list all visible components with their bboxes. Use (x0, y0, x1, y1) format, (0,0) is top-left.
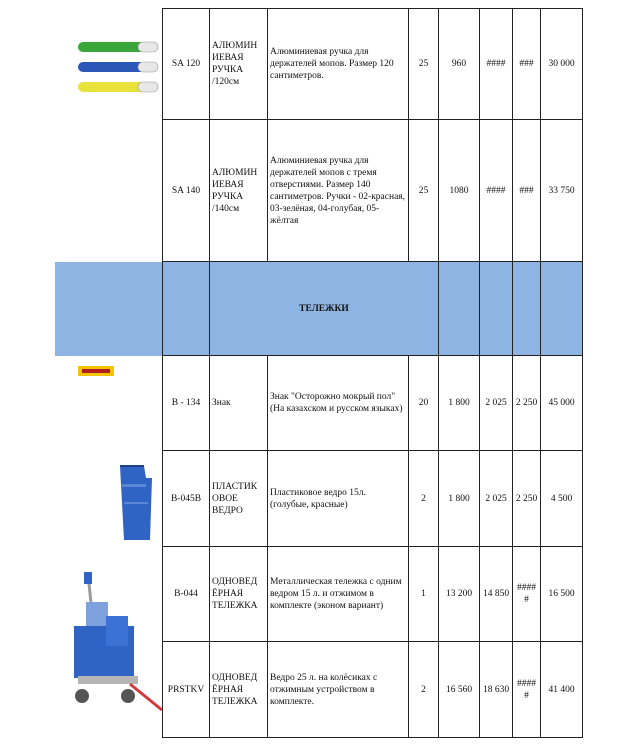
product-quantity: 25 (409, 9, 439, 120)
section-cell (513, 262, 541, 356)
product-total: 16 500 (541, 547, 583, 642)
product-price: 960 (439, 9, 480, 120)
product-total: 4 500 (541, 451, 583, 547)
product-col6: 2 025 (480, 356, 513, 451)
product-description: Алюминиевая ручка для держателей мопов с тремя отверстиями. Размер 140 сантиметров. Ручки - 02-красная, 03-зелёная, 04-голубая, 05-жёлтая (268, 120, 409, 262)
section-cell (439, 262, 480, 356)
product-description: Алюминиевая ручка для держателей мопов. Размер 120 сантиметров. (268, 9, 409, 120)
product-description: Ведро 25 л. на колёсиках с отжимным устройством в комплекте. (268, 642, 409, 738)
product-col7: 2 250 (513, 451, 541, 547)
price-table (162, 8, 583, 738)
product-code: SA 140 (163, 120, 210, 262)
table-row (163, 9, 583, 120)
product-name: ОДНОВЕД ЁРНАЯ ТЕЛЕЖКА (210, 642, 268, 738)
section-cell (541, 262, 583, 356)
product-col7: ### (513, 9, 541, 120)
section-cell (480, 262, 513, 356)
product-col6: #### (480, 9, 513, 120)
product-price: 1 800 (439, 356, 480, 451)
product-price: 1080 (439, 120, 480, 262)
section-row (163, 262, 583, 356)
product-col7: ### (513, 120, 541, 262)
product-col7: ##### (513, 547, 541, 642)
product-col7: 2 250 (513, 356, 541, 451)
product-code: B-044 (163, 547, 210, 642)
plastic-bucket-image (116, 462, 156, 546)
product-price: 13 200 (439, 547, 480, 642)
product-quantity: 20 (409, 356, 439, 451)
product-description: Металлическая тележка с одним ведром 15 л. и отжимом в комплекте (эконом вариант) (268, 547, 409, 642)
product-col7: ##### (513, 642, 541, 738)
product-quantity: 1 (409, 547, 439, 642)
product-col6: 18 630 (480, 642, 513, 738)
product-col6: #### (480, 120, 513, 262)
product-code: B - 134 (163, 356, 210, 451)
product-total: 45 000 (541, 356, 583, 451)
product-description: Пластиковое ведро 15л. (голубые, красные) (268, 451, 409, 547)
wet-floor-sign-image (78, 364, 114, 378)
product-code: B-045B (163, 451, 210, 547)
product-col6: 14 850 (480, 547, 513, 642)
section-band-left (55, 262, 162, 356)
product-quantity: 25 (409, 120, 439, 262)
section-title: ТЕЛЕЖКИ (210, 262, 439, 356)
product-name: АЛЮМИН ИЕВАЯ РУЧКА /140см (210, 120, 268, 262)
product-name: Знак (210, 356, 268, 451)
table-row (163, 120, 583, 262)
product-price: 1 800 (439, 451, 480, 547)
table-row (163, 642, 583, 738)
product-total: 30 000 (541, 9, 583, 120)
product-col6: 2 025 (480, 451, 513, 547)
product-quantity: 2 (409, 451, 439, 547)
section-cell (163, 262, 210, 356)
product-quantity: 2 (409, 642, 439, 738)
product-name: ПЛАСТИК ОВОЕ ВЕДРО (210, 451, 268, 547)
product-description: Знак "Осторожно мокрый пол" (На казахском и русском языках) (268, 356, 409, 451)
product-price: 16 560 (439, 642, 480, 738)
table-row (163, 356, 583, 451)
product-code: SA 120 (163, 9, 210, 120)
product-code: PRSTKV (163, 642, 210, 738)
mop-trolley-image (70, 572, 162, 738)
table-row (163, 451, 583, 547)
mop-handles-image (76, 38, 162, 98)
table-row (163, 547, 583, 642)
product-name: ОДНОВЕД ЁРНАЯ ТЕЛЕЖКА (210, 547, 268, 642)
product-total: 33 750 (541, 120, 583, 262)
product-total: 41 400 (541, 642, 583, 738)
product-name: АЛЮМИН ИЕВАЯ РУЧКА /120см (210, 9, 268, 120)
